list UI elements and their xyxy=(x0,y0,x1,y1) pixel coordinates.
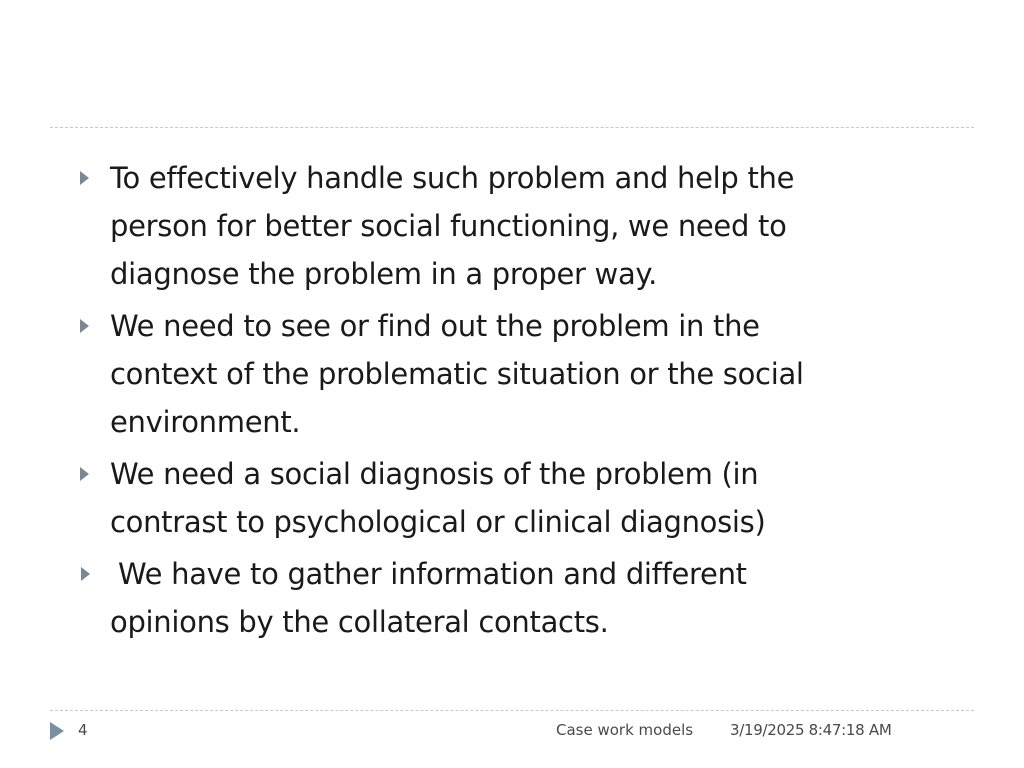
bullet-line: To effectively handle such problem and help the xyxy=(110,161,795,195)
header-divider xyxy=(50,127,974,128)
bullet-line: We need to see or find out the problem in the xyxy=(110,309,760,343)
triangle-right-icon[interactable] xyxy=(50,722,64,740)
bullet-line: We have to gather information and different xyxy=(118,557,747,591)
footer-datetime: 3/19/2025 8:47:18 AM xyxy=(730,721,892,739)
bullet-line: opinions by the collateral contacts. xyxy=(110,605,609,639)
slide-page-number: 4 xyxy=(78,721,88,739)
triangle-bullet-icon xyxy=(80,171,89,185)
bullet-line: We need a social diagnosis of the problem (in xyxy=(110,457,759,491)
triangle-bullet-icon xyxy=(81,567,90,581)
bullet-item-1 xyxy=(78,154,958,298)
bullet-line: contrast to psychological or clinical diagnosis) xyxy=(110,505,766,539)
bullet-list xyxy=(78,154,958,650)
bullet-item-2 xyxy=(78,302,958,446)
footer-divider xyxy=(50,710,974,711)
triangle-bullet-icon xyxy=(80,319,89,333)
bullet-item-4 xyxy=(78,550,958,646)
triangle-bullet-icon xyxy=(80,467,89,481)
bullet-item-3 xyxy=(78,450,958,546)
footer-title: Case work models xyxy=(556,721,694,739)
bullet-line: diagnose the problem in a proper way. xyxy=(110,257,658,291)
bullet-line: context of the problematic situation or the social xyxy=(110,357,804,391)
bullet-line: environment. xyxy=(110,405,301,439)
bullet-line: person for better social functioning, we need to xyxy=(110,209,787,243)
